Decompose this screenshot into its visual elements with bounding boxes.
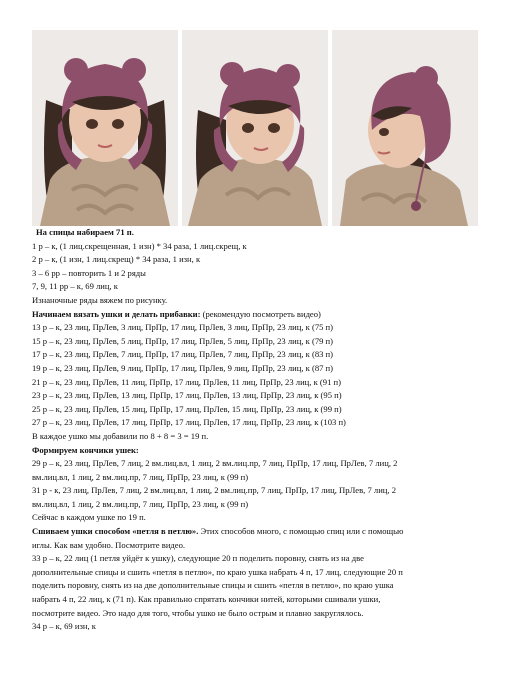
instruction-heading: На спицы набираем 71 п.	[36, 227, 134, 237]
instruction-line	[32, 226, 478, 240]
instruction-heading: Формируем кончики ушек:	[32, 444, 139, 455]
doll-photo-front	[32, 30, 178, 226]
instruction-line	[32, 335, 478, 349]
instruction-text: 33 р – к, 22 лиц (1 петля уйдёт к ушку), следующие 20 п поделить поровну, снять из на две	[32, 553, 364, 564]
instruction-line	[32, 552, 478, 566]
instruction-text: 17 р – к, 23 лиц, ПрЛев, 7 лиц, ПрПр, 17 лиц, ПрЛев, 7 лиц, ПрПр, 23 лиц, к (83 п)	[32, 349, 334, 360]
instruction-text: набрать 4 п, 22 лиц, к (71 п). Как правильно спрятать кончики нитей, которыми сшивали ушки,	[32, 594, 381, 605]
pattern-instructions	[32, 226, 478, 634]
instruction-line	[32, 267, 478, 281]
instruction-text: 15 р – к, 23 лиц, ПрЛев, 5 лиц, ПрПр, 17 лиц, ПрЛев, 5 лиц, ПрПр, 23 лиц, к (79 п)	[32, 335, 334, 346]
instruction-text: Сейчас в каждом ушке по 19 п.	[32, 512, 146, 523]
instruction-line	[32, 525, 478, 539]
instruction-line	[32, 444, 478, 458]
instruction-line	[32, 280, 478, 294]
instruction-line	[32, 253, 478, 267]
instruction-text: иглы. Как вам удобно. Посмотрите видео.	[32, 539, 186, 550]
instruction-line	[32, 389, 478, 403]
instruction-line	[32, 416, 478, 430]
instruction-line	[32, 321, 478, 335]
instruction-line	[32, 566, 478, 580]
instruction-line	[32, 471, 478, 485]
instruction-line	[32, 376, 478, 390]
instruction-text: 1 р – к, (1 лиц.скрещенная, 1 изн) * 34 раза, 1 лиц.скрещ, к	[32, 240, 247, 251]
instruction-text: 31 р - к, 23 лиц, ПрЛев, 7 лиц, 2 вм.лиц.вл, 1 лиц, 2 вм.лиц.пр, 7 лиц, ПрПр, 17 лиц, ПрЛев, 7 лиц, 2	[32, 485, 396, 496]
instruction-text: 25 р – к, 23 лиц, ПрЛев, 15 лиц, ПрПр, 17 лиц, ПрЛев, 15 лиц, ПрПр, 23 лиц, к (99 п)	[32, 403, 342, 414]
instruction-line	[32, 579, 478, 593]
instruction-text: вм.лиц.вл, 1 лиц, 2 вм.лиц.пр, 7 лиц, ПрПр, 23 лиц, к (99 п)	[32, 471, 249, 482]
instruction-line	[32, 539, 478, 553]
instruction-line	[32, 348, 478, 362]
photo-strip	[32, 30, 478, 226]
instruction-text: В каждое ушко мы добавили по 8 + 8 = 3 = 19 п.	[32, 430, 209, 441]
instruction-text: 3 – 6 рр – повторить 1 и 2 ряды	[32, 267, 146, 278]
instruction-text: дополнительные спицы и сшить «петля в петлю», по краю ушка набрать 4 п, 17 лиц, следующие 20 п	[32, 566, 403, 577]
instruction-line	[32, 593, 478, 607]
instruction-line	[32, 620, 478, 634]
instruction-text: 21 р – к, 23 лиц, ПрЛев, 11 лиц, ПрПр, 17 лиц, ПрЛев, 11 лиц, ПрПр, 23 лиц, к (91 п)	[32, 376, 341, 387]
instruction-text: 7, 9, 11 рр – к, 69 лиц, к	[32, 281, 118, 292]
instruction-text: вм.лиц.вл, 1 лиц, 2 вм.лиц.пр, 7 лиц, ПрПр, 23 лиц, к (99 п)	[32, 498, 249, 509]
instruction-text: (рекомендую посмотреть видео)	[200, 308, 321, 319]
instruction-line	[32, 403, 478, 417]
instruction-text: поделить поровну, снять из на две дополнительные спицы и сшить «петля в петлю», по краю ушка	[32, 580, 394, 591]
instruction-line	[32, 607, 478, 621]
instruction-line	[32, 308, 478, 322]
doll-photo-side	[332, 30, 478, 226]
instruction-text: 27 р – к, 23 лиц, ПрЛев, 17 лиц, ПрПр, 17 лиц, ПрЛев, 17 лиц, ПрПр, 23 лиц, к (103 п)	[32, 417, 346, 428]
instruction-text: Изнаночные ряды вяжем по рисунку.	[32, 294, 168, 305]
instruction-line	[32, 362, 478, 376]
instruction-line	[32, 457, 478, 471]
instruction-text: 29 р – к, 23 лиц, ПрЛев, 7 лиц, 2 вм.лиц.вл, 1 лиц, 2 вм.лиц.пр, 7 лиц, ПрПр, 17 лиц, ПрЛев, 7 лиц, 2	[32, 458, 398, 469]
instruction-line	[32, 240, 478, 254]
instruction-text: 23 р – к, 23 лиц, ПрЛев, 13 лиц, ПрПр, 17 лиц, ПрЛев, 13 лиц, ПрПр, 23 лиц, к (95 п)	[32, 390, 342, 401]
instruction-line	[32, 430, 478, 444]
instruction-heading: Начинаем вязать ушки и делать прибавки:	[32, 308, 201, 319]
instruction-heading: Сшиваем ушки способом «петля в петлю».	[32, 526, 199, 537]
doll-photo-angle	[182, 30, 328, 226]
instruction-text: 13 р – к, 23 лиц, ПрЛев, 3 лиц, ПрПр, 17 лиц, ПрЛев, 3 лиц, ПрПр, 23 лиц, к (75 п)	[32, 322, 334, 333]
instruction-text: 34 р – к, 69 изн, к	[32, 621, 96, 632]
instruction-text: посмотрите видео. Это надо для того, чтобы ушко не было острым и плавно закруглялось.	[32, 607, 364, 618]
instruction-line	[32, 484, 478, 498]
instruction-line	[32, 294, 478, 308]
instruction-text: 2 р – к, (1 изн, 1 лиц.скрещ) * 34 раза, 1 изн, к	[32, 254, 201, 265]
instruction-text: Этих способов много, с помощью спиц или с помощью	[198, 526, 404, 537]
instruction-text: 19 р – к, 23 лиц, ПрЛев, 9 лиц, ПрПр, 17 лиц, ПрЛев, 9 лиц, ПрПр, 23 лиц, к (87 п)	[32, 362, 334, 373]
instruction-line	[32, 498, 478, 512]
instruction-line	[32, 511, 478, 525]
